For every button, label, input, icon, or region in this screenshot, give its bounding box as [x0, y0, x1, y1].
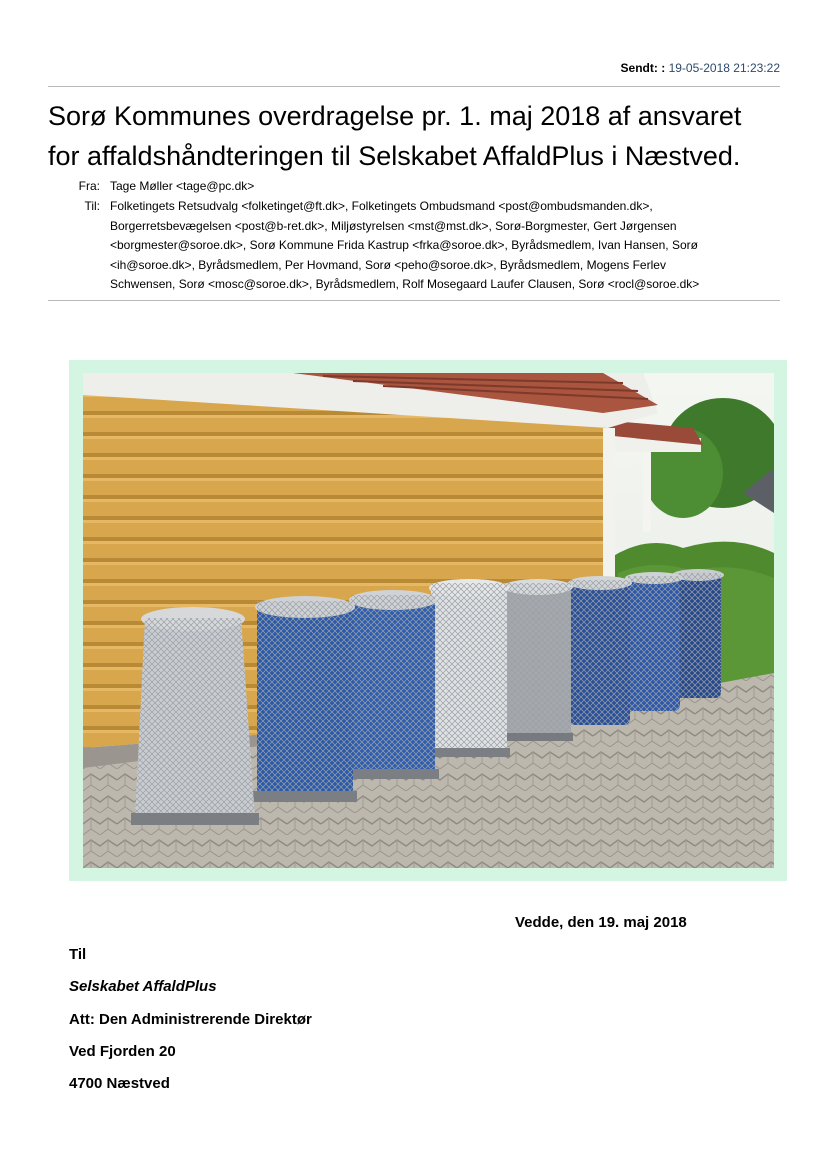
from-value[interactable]: Tage Møller <tage@pc.dk>	[110, 179, 255, 193]
bin-4	[428, 579, 510, 757]
header-top-rule	[48, 86, 780, 87]
bin-1	[131, 607, 259, 825]
sent-value: 19-05-2018 21:23:22	[668, 61, 780, 75]
to-label: Til:	[84, 199, 100, 213]
sent-line	[621, 61, 780, 75]
address-line-to: Til	[69, 946, 87, 963]
address-line-attention: Att: Den Administrerende Direktør	[69, 1011, 312, 1028]
bin-5	[503, 579, 573, 741]
sent-label: Sendt: :	[620, 61, 666, 75]
to-line[interactable]: <ih@soroe.dk>, Byrådsmedlem, Per Hovmand, Sorø <peho@soroe.dk>, Byrådsmedlem, Mogens Ferlev	[110, 257, 666, 272]
address-line-company: Selskabet AffaldPlus	[69, 978, 217, 995]
letter-date: Vedde, den 19. maj 2018	[515, 914, 687, 931]
subject-line-2: for affaldshåndteringen til Selskabet AffaldPlus i Næstved.	[48, 141, 741, 171]
photo-frame	[69, 360, 787, 881]
bin-3	[347, 590, 439, 779]
header-bottom-rule	[48, 300, 780, 301]
bin-2	[253, 596, 357, 802]
address-line-city: 4700 Næstved	[69, 1075, 170, 1092]
waste-bins-photo	[83, 373, 774, 868]
address-line-street: Ved Fjorden 20	[69, 1043, 176, 1060]
subject-line-1: Sorø Kommunes overdragelse pr. 1. maj 2018 af ansvaret	[48, 101, 742, 131]
bin-7	[625, 572, 683, 711]
from-label: Fra:	[78, 179, 100, 193]
to-line[interactable]: Folketingets Retsudvalg <folketinget@ft.dk>, Folketingets Ombudsmand <post@ombudsmanden.dk>,	[110, 199, 653, 213]
to-line[interactable]: <borgmester@soroe.dk>, Sorø Kommune Frida Kastrup <frka@soroe.dk>, Byrådsmedlem, Ivan Hansen, Sorø	[110, 238, 698, 252]
to-recipients	[110, 197, 775, 295]
bin-6	[568, 576, 632, 725]
to-line[interactable]: Schwensen, Sorø <mosc@soroe.dk>, Byrådsmedlem, Rolf Mosegaard Laufer Clausen, Sorø <rocl@soroe.dk>	[110, 277, 700, 291]
email-subject	[48, 96, 788, 176]
to-line[interactable]: Borgerretsbevægelsen <post@b-ret.dk>, Miljøstyrelsen <mst@mst.dk>, Sorø-Borgmester, Gert Jørgensen	[110, 218, 677, 233]
